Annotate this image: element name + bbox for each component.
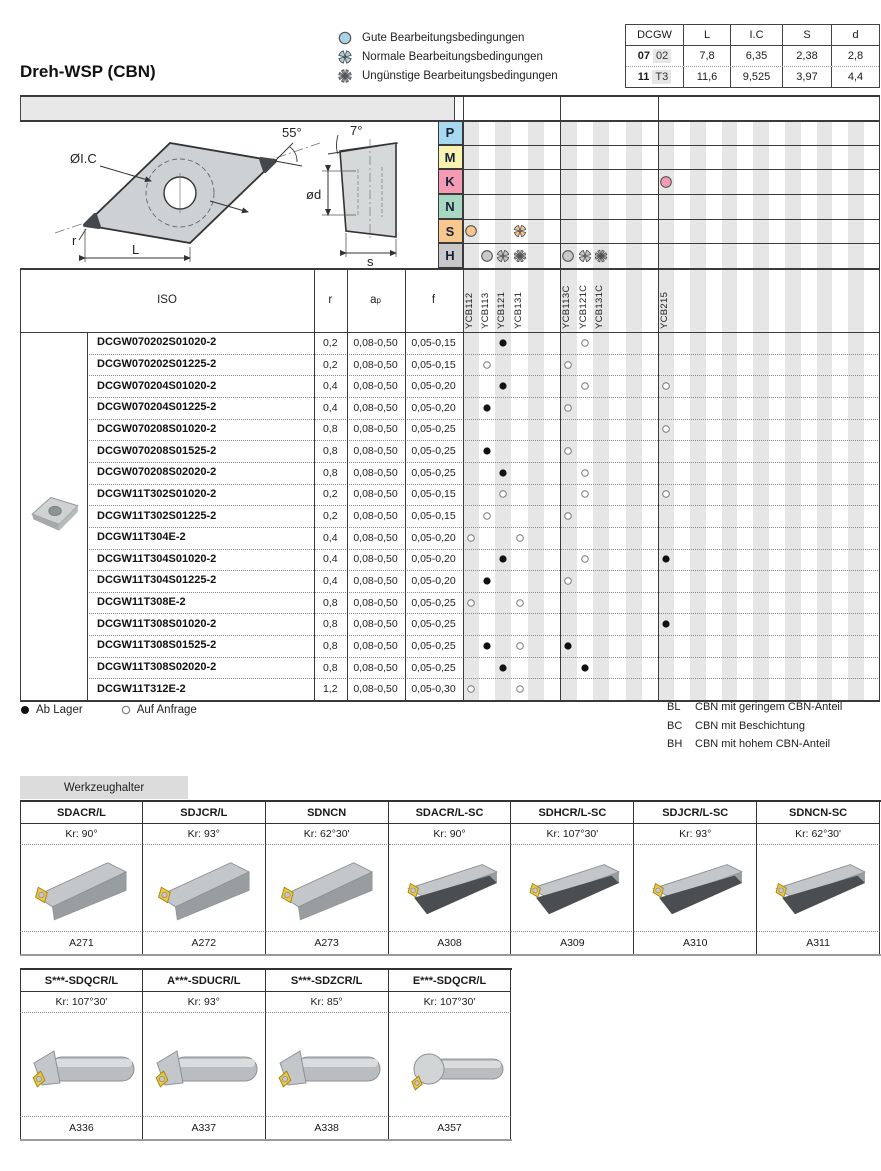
availability-request-dot (515, 533, 524, 542)
boring-bar-93-image (145, 1016, 263, 1114)
radius-value: 0,4 (322, 553, 338, 566)
normal-conditions-icon (513, 225, 526, 238)
availability-mark (564, 447, 573, 456)
availability-stock-dot (482, 576, 491, 585)
legend-item-label: Gute Bearbeitungsbedingungen (362, 31, 525, 44)
cbn-type-code: BC (667, 719, 683, 732)
ap-value: 0,08-0,50 (353, 683, 398, 696)
availability-request-dot (482, 512, 491, 521)
unfavorable-conditions-icon (513, 249, 526, 262)
availability-mark (482, 641, 491, 650)
dim-table-header: DCGW (626, 25, 684, 45)
holder-sc-62-image (759, 848, 877, 929)
availability-mark (564, 576, 573, 585)
availability-request-dot (564, 447, 573, 456)
availability-request-dot (499, 490, 508, 499)
toolholder-name: SDNCN-SC (757, 802, 880, 824)
conditions-legend (338, 28, 558, 85)
availability-mark (466, 533, 475, 542)
section-header-BL (463, 95, 561, 120)
availability-mark (515, 533, 524, 542)
cbn-type-label: CBN mit geringem CBN-Anteil (695, 701, 843, 714)
good-conditions-icon (480, 249, 493, 262)
cbn-legend-row (667, 717, 842, 736)
availability-mark (580, 490, 589, 499)
insert-part-number: DCGW11T302S01225-2 (97, 509, 217, 522)
availability-legend (20, 704, 235, 716)
feed-value: 0,05-0,15 (411, 510, 456, 522)
length-label: L (132, 242, 140, 257)
feed-value: 0,05-0,20 (411, 574, 456, 587)
availability-mark (499, 468, 508, 477)
legend-item-label: Ungünstige Bearbeitungsbedingungen (362, 69, 558, 82)
radius-value: 0,4 (322, 574, 338, 587)
availability-mark (564, 403, 573, 412)
ap-column-header: a p (370, 294, 381, 306)
toolholder-image-cell (511, 845, 634, 932)
cbn-tip-right (261, 159, 275, 171)
availability-mark (499, 663, 508, 672)
suitability-mark (660, 175, 673, 188)
grade-label: YCB131 (512, 291, 524, 329)
insert-photo (28, 491, 82, 533)
size-code: 07 02 (626, 46, 684, 66)
ap-value: 0,08-0,50 (353, 466, 398, 479)
toolholder-page-code: A337 (143, 1117, 266, 1139)
availability-stock-dot (499, 338, 508, 347)
feed-value: 0,05-0,25 (411, 466, 456, 479)
availability-request-dot (515, 641, 524, 650)
toolholder-page-code: A308 (389, 932, 512, 954)
radius-value: 0,8 (322, 445, 338, 458)
toolholder-image-cell (143, 845, 266, 932)
normal-conditions-icon (497, 249, 510, 262)
section-header-BH (658, 95, 880, 120)
availability-mark (580, 338, 589, 347)
radius-value: 0,4 (322, 380, 338, 393)
application-group-M: M (438, 145, 463, 170)
radius-value: 0,8 (322, 596, 338, 609)
insert-part-number: DCGW11T308E-2 (97, 596, 186, 609)
feed-value: 0,05-0,15 (411, 488, 456, 501)
legend-item (338, 28, 558, 47)
insert-type-header (20, 95, 455, 120)
dim-table-header-row (626, 25, 879, 46)
dim-value: 11,6 (684, 67, 731, 87)
insert-part-number: DCGW11T308S01525-2 (97, 639, 217, 652)
availability-request-dot (515, 598, 524, 607)
availability-mark (580, 663, 589, 672)
toolholder-name: E***-SDQCR/L (389, 970, 512, 992)
feed-value: 0,05-0,25 (411, 618, 456, 631)
toolholder-page-code: A357 (389, 1117, 512, 1139)
availability-request-dot (564, 403, 573, 412)
availability-request-dot (564, 360, 573, 369)
feed-value: 0,05-0,30 (411, 683, 456, 696)
toolholder-kr: Kr: 62°30' (266, 824, 389, 845)
availability-mark (564, 512, 573, 521)
availability-mark (662, 490, 671, 499)
dim-table-header: d (852, 29, 859, 41)
availability-request-dot (580, 468, 589, 477)
grade-label: YCB113 (479, 292, 491, 329)
side-angle-label: 7° (350, 123, 363, 138)
availability-request-dot (580, 338, 589, 347)
grade-label: YCB131C (594, 284, 605, 329)
grade-label: YCB112 (463, 292, 475, 329)
dim-value: 3,97 (783, 67, 832, 87)
boring-bar-107-image (22, 1016, 140, 1114)
insert-part-number: DCGW11T304S01020-2 (97, 552, 217, 565)
availability-mark (662, 620, 671, 629)
grade-label: YCB121 (496, 291, 508, 329)
application-group-P: P (438, 120, 463, 145)
grade-label: YCB215 (659, 291, 670, 329)
feed-value: 0,05-0,25 (411, 639, 456, 652)
toolholders-section-label: Werkzeughalter (20, 776, 188, 799)
dim-value: 2,8 (847, 50, 864, 62)
insert-part-number: DCGW070204S01225-2 (97, 401, 217, 414)
boring-bar-e-image (391, 1016, 509, 1114)
availability-mark (515, 641, 524, 650)
ap-value: 0,08-0,50 (353, 531, 398, 544)
toolholder-page-code: A310 (634, 932, 757, 954)
ap-value: 0,08-0,50 (353, 445, 398, 458)
availability-mark (482, 403, 491, 412)
ic-label: ØI.C (70, 151, 97, 166)
holder-sc-93-image (636, 848, 754, 929)
cbn-type-code: BH (667, 738, 683, 751)
radius-value: 0,2 (322, 488, 338, 501)
dim-value: 7,8 (684, 46, 731, 66)
application-group-N: N (438, 194, 463, 219)
toolholder-name: SDJCR/L-SC (634, 802, 757, 824)
insert-part-number: DCGW11T308S01020-2 (97, 617, 217, 630)
availability-request-dot (564, 512, 573, 521)
ap-value: 0,08-0,50 (353, 553, 398, 566)
availability-mark (580, 468, 589, 477)
availability-stock-dot (499, 382, 508, 391)
toolholder-name: SDACR/L-SC (389, 802, 512, 824)
toolholder-kr: Kr: 90° (389, 824, 512, 845)
availability-stock-dot (482, 403, 491, 412)
toolholder-kr: Kr: 90° (20, 824, 143, 845)
feed-value: 0,05-0,20 (411, 531, 456, 544)
dim-value: 4,4 (847, 71, 864, 83)
toolholder-kr: Kr: 107°30' (389, 992, 512, 1013)
feed-value: 0,05-0,15 (411, 358, 456, 371)
good-conditions-icon (464, 225, 477, 238)
insert-part-number: DCGW070202S01225-2 (97, 358, 217, 370)
toolholder-image-cell (266, 845, 389, 932)
availability-stock-dot (580, 663, 589, 672)
feed-value: 0,05-0,25 (411, 661, 456, 674)
toolholder-image-cell (20, 1013, 143, 1117)
toolholder-image-cell (389, 845, 512, 932)
insert-part-number: DCGW070204S01020-2 (97, 379, 217, 392)
good-conditions-icon (338, 31, 352, 45)
suitability-mark (464, 225, 477, 238)
ap-value: 0,08-0,50 (353, 639, 398, 652)
toolholder-page-code: A273 (266, 932, 389, 954)
availability-stock-dot (482, 447, 491, 456)
availability-legend-label: Auf Anfrage (136, 704, 197, 716)
availability-mark (662, 555, 671, 564)
toolholder-page-code: A271 (20, 932, 143, 954)
toolholder-page-code: A272 (143, 932, 266, 954)
availability-request-dot (121, 705, 131, 715)
availability-legend-label: Ab Lager (36, 704, 83, 716)
thickness-label: s (367, 254, 374, 267)
holder-external-90-image (22, 848, 140, 929)
availability-mark (482, 447, 491, 456)
ap-value: 0,08-0,50 (353, 401, 398, 414)
iso-column-header: ISO (157, 294, 177, 306)
suitability-mark (480, 249, 493, 262)
radius-value: 0,4 (322, 531, 338, 544)
availability-mark (580, 382, 589, 391)
availability-mark (466, 685, 475, 694)
feed-value: 0,05-0,25 (411, 445, 456, 458)
availability-mark (564, 641, 573, 650)
availability-stock-dot (499, 555, 508, 564)
availability-stock-dot (499, 663, 508, 672)
normal-conditions-icon (338, 50, 352, 64)
insert-part-number: DCGW070208S01020-2 (97, 422, 217, 435)
availability-request-dot (662, 490, 671, 499)
toolholder-page-code: A311 (757, 932, 880, 954)
suitability-mark (578, 249, 591, 262)
section-header-BC (560, 95, 658, 120)
feed-value: 0,05-0,20 (411, 380, 456, 393)
availability-mark (499, 490, 508, 499)
cbn-type-label: CBN mit hohem CBN-Anteil (695, 738, 831, 751)
availability-mark (515, 685, 524, 694)
availability-request-dot (662, 382, 671, 391)
insert-side-view (340, 143, 396, 237)
ap-value: 0,08-0,50 (353, 574, 398, 587)
toolholder-page-code: A338 (266, 1117, 389, 1139)
normal-conditions-icon (578, 249, 591, 262)
dim-value: 6,35 (731, 46, 783, 66)
feed-value: 0,05-0,25 (411, 596, 456, 609)
insert-part-number: DCGW070208S02020-2 (97, 466, 217, 479)
cbn-type-label: CBN mit Beschichtung (695, 719, 806, 732)
toolholder-name: SDACR/L (20, 802, 143, 824)
toolholder-kr: Kr: 62°30' (757, 824, 880, 845)
availability-mark (580, 555, 589, 564)
radius-value: 0,8 (322, 466, 338, 479)
holder-sc-107-image (513, 848, 631, 929)
availability-request-dot (580, 382, 589, 391)
corner-radius-label: r (72, 233, 77, 248)
insert-part-number: DCGW11T308S02020-2 (97, 661, 217, 673)
toolholders-table-internal (20, 968, 512, 1141)
radius-value: 0,8 (322, 423, 338, 436)
feed-value: 0,05-0,20 (411, 401, 456, 414)
availability-stock-dot (20, 705, 30, 715)
availability-mark (499, 382, 508, 391)
ap-value: 0,08-0,50 (353, 510, 398, 522)
toolholder-image-cell (266, 1013, 389, 1117)
ap-value: 0,08-0,50 (353, 358, 398, 371)
toolholder-kr: Kr: 107°30' (20, 992, 143, 1013)
insert-selection-table (20, 95, 880, 701)
cbn-legend-row (667, 735, 842, 754)
availability-mark (662, 425, 671, 434)
availability-stock-dot (499, 468, 508, 477)
dim-value: 9,525 (731, 67, 783, 87)
toolholder-kr: Kr: 93° (143, 824, 266, 845)
application-group-H: H (438, 243, 463, 268)
toolholder-kr: Kr: 85° (266, 992, 389, 1013)
suitability-mark (513, 225, 526, 238)
ap-value: 0,08-0,50 (353, 661, 398, 674)
insert-dimensions-table (625, 24, 880, 88)
radius-value: 0,8 (322, 639, 338, 652)
grade-label: YCB113C (561, 285, 573, 329)
radius-value: 0,4 (322, 401, 338, 414)
feed-value: 0,05-0,15 (411, 336, 456, 349)
availability-request-dot (580, 555, 589, 564)
boring-bar-85-image (268, 1016, 386, 1114)
availability-request-dot (466, 685, 475, 694)
insert-part-number: DCGW11T304S01225-2 (97, 574, 217, 587)
dim-table-row (626, 46, 879, 66)
dim-table-header: I.C (731, 25, 783, 45)
insert-drawing (20, 121, 440, 267)
dim-table-header: L (684, 25, 731, 45)
radius-value: 0,2 (322, 510, 338, 522)
availability-request-dot (662, 425, 671, 434)
availability-mark (482, 512, 491, 521)
size-code: 11 T3 (626, 67, 684, 87)
toolholders-table-external (20, 800, 881, 956)
radius-value: 0,8 (322, 661, 338, 674)
availability-request-dot (564, 576, 573, 585)
legend-item (338, 66, 558, 85)
toolholder-image-cell (634, 845, 757, 932)
application-group-S: S (438, 219, 463, 244)
availability-request-dot (515, 685, 524, 694)
toolholder-kr: Kr: 93° (143, 992, 266, 1013)
toolholder-image-cell (20, 845, 143, 932)
ap-value: 0,08-0,50 (353, 488, 398, 501)
availability-stock-dot (662, 620, 671, 629)
grade-label: YCB121C (577, 284, 589, 329)
availability-stock-dot (662, 555, 671, 564)
availability-request-dot (580, 490, 589, 499)
availability-stock-dot (564, 641, 573, 650)
availability-request-dot (466, 598, 475, 607)
availability-legend-item (20, 704, 83, 716)
cbn-legend-row (667, 698, 842, 717)
unfavorable-conditions-icon (338, 69, 352, 83)
cbn-types-legend (667, 698, 842, 754)
availability-mark (499, 338, 508, 347)
toolholder-image-cell (757, 845, 880, 932)
holder-sc-90-image (391, 848, 509, 929)
toolholder-kr: Kr: 107°30' (511, 824, 634, 845)
toolholder-name: S***-SDQCR/L (20, 970, 143, 992)
availability-stock-dot (482, 641, 491, 650)
toolholder-name: SDJCR/L (143, 802, 266, 824)
toolholder-name: A***-SDUCR/L (143, 970, 266, 992)
radius-value: 0,2 (322, 358, 338, 371)
ap-value: 0,08-0,50 (353, 336, 398, 349)
feed-column-header: f (431, 294, 436, 306)
feed-value: 0,05-0,25 (411, 423, 456, 436)
availability-mark (564, 360, 573, 369)
ap-value: 0,08-0,50 (353, 596, 398, 609)
ap-value: 0,08-0,50 (353, 618, 398, 631)
suitability-mark (497, 249, 510, 262)
toolholder-kr: Kr: 93° (634, 824, 757, 845)
hole-diameter-label: ød (306, 187, 322, 202)
radius-value: 0,8 (322, 618, 338, 631)
suitability-mark (513, 249, 526, 262)
availability-mark (466, 598, 475, 607)
cbn-tip-left (85, 215, 99, 227)
page-title: Dreh-WSP (CBN) (20, 62, 156, 81)
availability-mark (499, 555, 508, 564)
insert-part-number: DCGW11T312E-2 (97, 682, 186, 695)
suitability-mark (595, 249, 608, 262)
unfavorable-conditions-icon (595, 249, 608, 262)
feed-value: 0,05-0,20 (411, 553, 456, 566)
legend-item (338, 47, 558, 66)
insert-part-number: DCGW11T302S01020-2 (97, 487, 217, 500)
dim-table-row (626, 66, 879, 87)
toolholder-image-cell (143, 1013, 266, 1117)
toolholder-page-code: A336 (20, 1117, 143, 1139)
holder-external-62-image (268, 848, 386, 929)
cbn-type-code: BL (667, 701, 681, 714)
dim-table-header: S (783, 25, 832, 45)
toolholder-name: SDNCN (266, 802, 389, 824)
good-conditions-icon (660, 175, 673, 188)
availability-mark (515, 598, 524, 607)
ap-value: 0,08-0,50 (353, 380, 398, 393)
availability-request-dot (466, 533, 475, 542)
legend-item-label: Normale Bearbeitungsbedingungen (362, 50, 543, 63)
toolholder-image-cell (389, 1013, 512, 1117)
toolholder-page-code: A309 (511, 932, 634, 954)
availability-request-dot (482, 360, 491, 369)
availability-mark (662, 382, 671, 391)
insert-part-number: DCGW070208S01525-2 (97, 444, 217, 457)
ap-value: 0,08-0,50 (353, 423, 398, 436)
good-conditions-icon (562, 249, 575, 262)
insert-part-number: DCGW11T304E-2 (97, 531, 186, 544)
suitability-mark (562, 249, 575, 262)
radius-value: 0,2 (322, 336, 338, 349)
availability-mark (482, 576, 491, 585)
availability-legend-item (121, 704, 197, 716)
holder-external-93-image (145, 848, 263, 929)
dim-value: 2,38 (783, 46, 832, 66)
availability-mark (482, 360, 491, 369)
insert-part-number: DCGW070202S01020-2 (97, 336, 217, 349)
toolholder-name: SDHCR/L-SC (511, 802, 634, 824)
radius-value: 1,2 (322, 683, 338, 696)
front-angle-label: 55° (282, 125, 302, 140)
radius-column-header: r (328, 294, 333, 306)
application-group-K: K (438, 169, 463, 194)
toolholder-name: S***-SDZCR/L (266, 970, 389, 992)
